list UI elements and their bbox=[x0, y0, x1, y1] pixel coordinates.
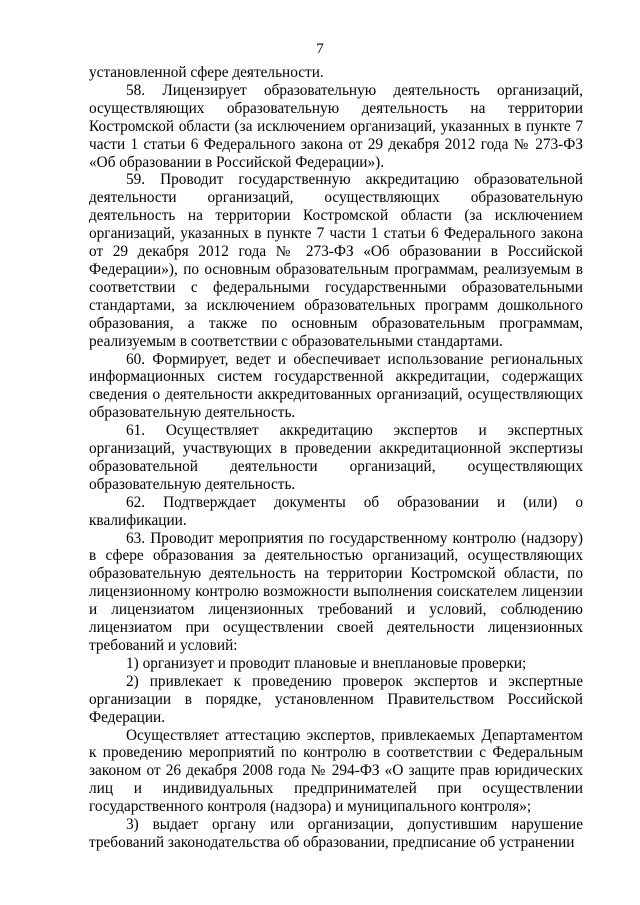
paragraph-63-item-3: 3) выдает органу или организации, допустившим нарушение требований законодательства об образовании, предписание об устранении bbox=[89, 816, 583, 851]
document-body bbox=[89, 64, 583, 852]
paragraph-59: 59. Проводит государственную аккредитацию образовательной деятельности организаций, осуществляющих образовательную деятельность на территории Костромской области (за исключением организаций, указанных в пункте 7 части 1 статьи 6 Федерального закона от 29 декабря 2012 года № 273-ФЗ «Об образовании в Российской Федерации»), по основным образовательным программам, реализуемым в соответствии с федеральными государственными образовательными стандартами, за исключением образовательных программ дошкольного образования, а также по основным образовательным программам, реализуемым в соответствии с образовательными стандартами. bbox=[89, 171, 583, 350]
paragraph-63-item-2: 2) привлекает к проведению проверок экспертов и экспертные организации в порядке, установленном Правительством Российской Федерации. bbox=[89, 672, 583, 726]
paragraph-continuation: установленной сфере деятельности. bbox=[89, 64, 324, 81]
paragraph-62: 62. Подтверждает документы об образовании и (или) о квалификации. bbox=[89, 493, 583, 529]
paragraph-63: 63. Проводит мероприятия по государственному контролю (надзору) в сфере образования за деятельностью организаций, осуществляющих образовательную деятельность на территории Костромской области, по лицензионному контролю возможности выполнения соискателем лицензии и лицензиатом лицензионных требований и условий, соблюдению лицензиатом при осуществлении своей деятельности лицензионных требований и условий: bbox=[89, 529, 583, 654]
paragraph-61: 61. Осуществляет аккредитацию экспертов и экспертных организаций, участвующих в проведении аккредитационной экспертизы образовательной деятельности организаций, осуществляющих образовательную деятельность. bbox=[89, 422, 583, 493]
page-number: 7 bbox=[316, 41, 324, 57]
paragraph-58: 58. Лицензирует образовательную деятельность организаций, осуществляющих образовательную деятельность на территории Костромской области (за исключением организаций, указанных в пункте 7 части 1 статьи 6 Федерального закона от 29 декабря 2012 года № 273-ФЗ «Об образовании в Российской Федерации»). bbox=[89, 81, 583, 171]
paragraph-60: 60. Формирует, ведет и обеспечивает использование региональных информационных систем государственной аккредитации, содержащих сведения о деятельности аккредитованных организаций, осуществляющих образовательную деятельность. bbox=[89, 350, 583, 422]
paragraph-63-item-1: 1) организует и проводит плановые и внеплановые проверки; bbox=[126, 654, 527, 672]
paragraph-63-attestation: Осуществляет аттестацию экспертов, привлекаемых Департаментом к проведению мероприятий по контролю в соответствии с Федеральным законом от 26 декабря 2008 года № 294-ФЗ «О защите прав юридических лиц и индивидуальных предпринимателей при осуществлении государственного контроля (надзора) и муниципального контроля»; bbox=[89, 726, 583, 816]
